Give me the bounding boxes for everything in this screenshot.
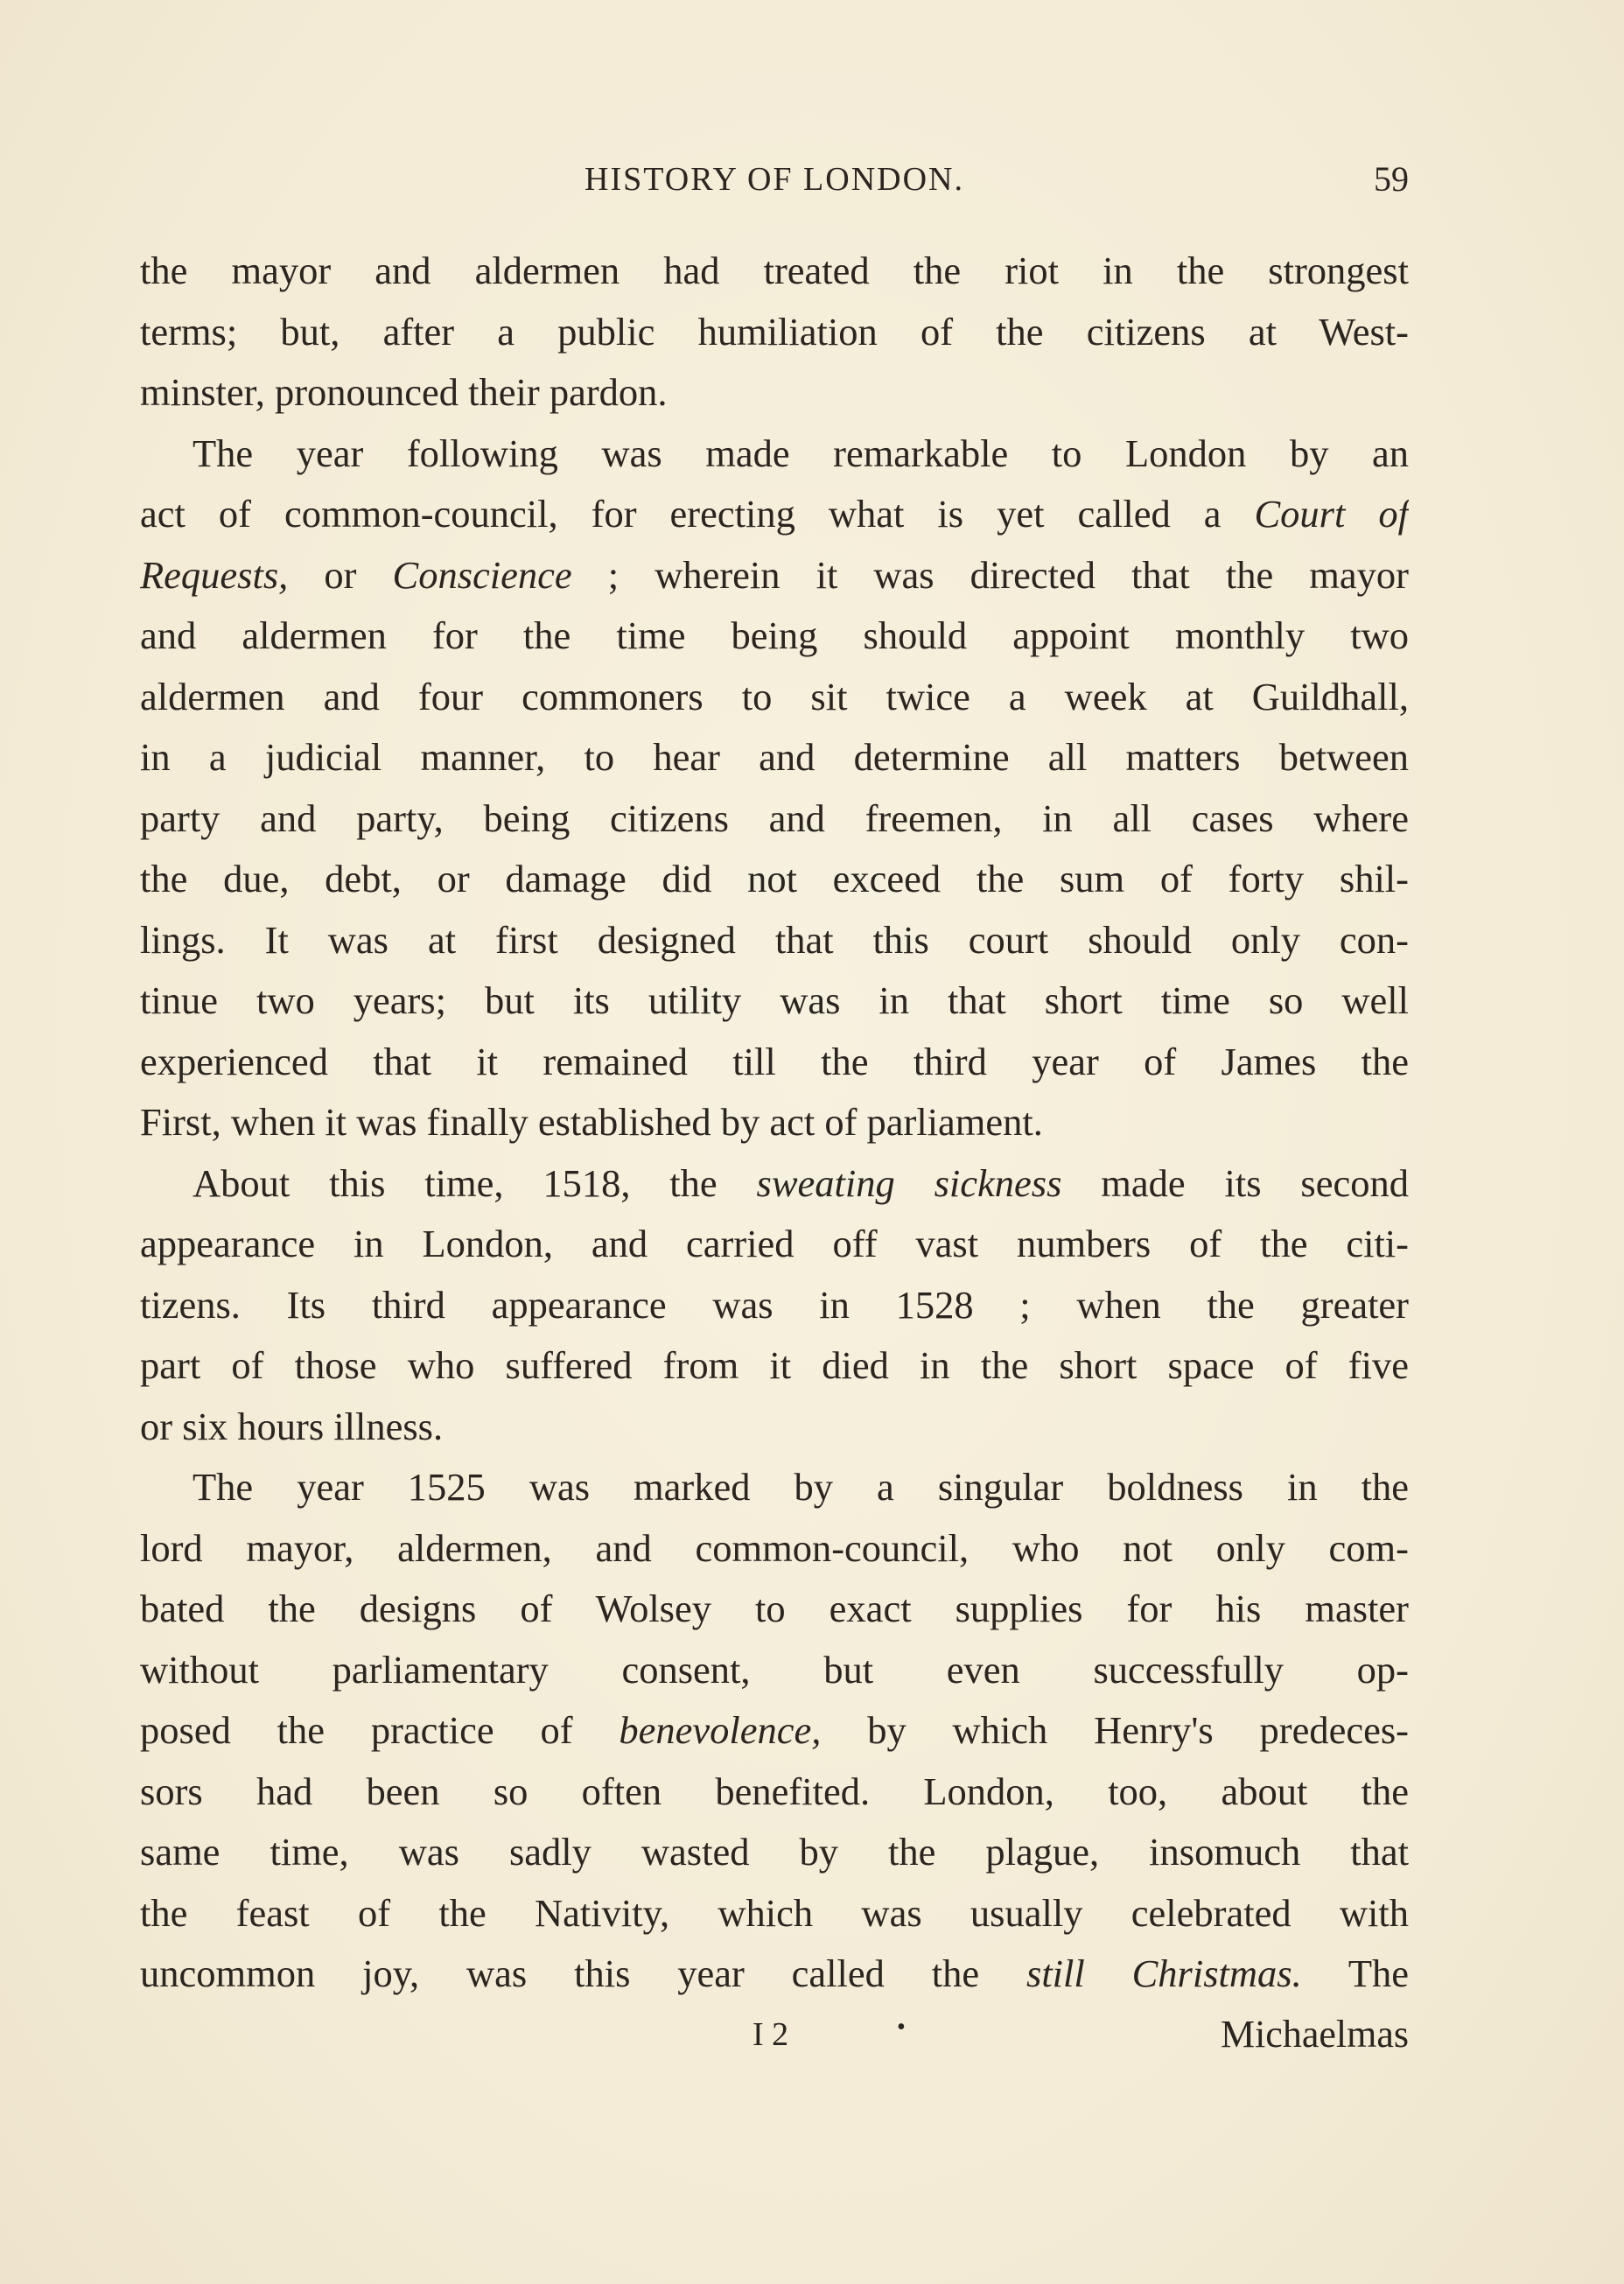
- text-segment: aldermen and four commoners to sit twice a week at Guildhall,: [140, 674, 1409, 718]
- italic-text: Court of: [1254, 492, 1409, 536]
- italic-text: benevolence,: [619, 1708, 822, 1752]
- text-line: [140, 1822, 1409, 1883]
- text-segment: tizens. Its third appearance was in 1528 ; when the greater: [140, 1282, 1409, 1327]
- text-segment: About this time, 1518, the: [192, 1160, 757, 1205]
- text-line: [140, 1214, 1409, 1275]
- text-line: [140, 1883, 1409, 1944]
- text-segment: bated the designs of Wolsey to exact supplies for his master: [140, 1587, 1409, 1630]
- page-number: 59: [1374, 159, 1409, 199]
- text-segment: The year following was made remarkable to London by an: [192, 431, 1409, 475]
- text-line: [140, 1092, 1409, 1153]
- text-line: [140, 970, 1409, 1032]
- text-segment: lord mayor, aldermen, and common-council, who not only com-: [140, 1525, 1409, 1570]
- running-title: HISTORY OF LONDON.: [584, 161, 964, 198]
- text-segment: same time, was sadly wasted by the plague, insomuch that: [140, 1830, 1409, 1874]
- text-segment: or six hours illness.: [140, 1404, 444, 1448]
- text-line: [140, 849, 1409, 910]
- text-segment: party and party, being citizens and freemen, in all cases where: [140, 795, 1409, 840]
- text-line: [140, 910, 1409, 971]
- text-segment: First, when it was finally established by act of parliament.: [140, 1100, 1043, 1144]
- text-line: [140, 362, 1409, 424]
- text-line: [140, 1640, 1409, 1701]
- text-line: [140, 1579, 1409, 1640]
- text-segment: the feast of the Nativity, which was usually celebrated with: [140, 1890, 1409, 1935]
- text-segment: part of those who suffered from it died in the short space of five: [140, 1343, 1409, 1387]
- signature-mark: I 2: [752, 2016, 789, 2053]
- text-segment: tinue two years; but its utility was in that short time so well: [140, 978, 1409, 1022]
- text-segment: made its second: [1061, 1160, 1409, 1205]
- text-line: [140, 1944, 1409, 2005]
- text-segment: and aldermen for the time being should appoint monthly two: [140, 613, 1409, 657]
- text-segment: the mayor and aldermen had treated the riot in the strongest: [140, 249, 1409, 292]
- text-line: [140, 667, 1409, 728]
- text-segment: minster, pronounced their pardon.: [140, 370, 668, 414]
- text-segment: sors had been so often benefited. London, too, about the: [140, 1769, 1409, 1813]
- bullet-mark: •: [897, 2014, 906, 2041]
- running-head: [140, 158, 1409, 201]
- text-line: [140, 484, 1409, 545]
- text-segment: without parliamentary consent, but even successfully op-: [140, 1647, 1409, 1692]
- text-line: [140, 302, 1409, 363]
- text-segment: or: [288, 552, 393, 597]
- text-line: [140, 1032, 1409, 1093]
- text-segment: The year 1525 was marked by a singular boldness in the: [192, 1465, 1409, 1509]
- text-line: [140, 1700, 1409, 1762]
- text-line: [140, 1335, 1409, 1397]
- text-segment: The: [1301, 1951, 1409, 1995]
- catchword: Michaelmas: [1220, 2013, 1409, 2056]
- text-line: [140, 1153, 1409, 1215]
- text-line: [140, 1457, 1409, 1518]
- text-line: [140, 1762, 1409, 1823]
- text-segment: ; wherein it was directed that the mayor: [571, 552, 1409, 597]
- text-line: [140, 727, 1409, 788]
- text-segment: the due, debt, or damage did not exceed the sum of forty shil-: [140, 857, 1409, 900]
- text-segment: terms; but, after a public humiliation of the citizens at West-: [140, 309, 1409, 354]
- text-line: [140, 1275, 1409, 1336]
- text-segment: by which Henry's predeces-: [821, 1708, 1409, 1752]
- text-segment: uncommon joy, was this year called the: [140, 1951, 1026, 1995]
- text-segment: lings. It was at first designed that this court should only con-: [140, 917, 1409, 962]
- text-line: [140, 241, 1409, 302]
- italic-text: sweating sickness: [756, 1160, 1062, 1205]
- text-line: [140, 545, 1409, 606]
- text-line: [140, 424, 1409, 485]
- text-segment: act of common-council, for erecting what is yet called a: [140, 492, 1255, 536]
- text-segment: in a judicial manner, to hear and determine all matters between: [140, 735, 1409, 779]
- page-footer: [140, 2008, 1409, 2061]
- italic-text: Conscience: [392, 552, 572, 597]
- text-segment: posed the practice of: [140, 1708, 620, 1752]
- text-segment: appearance in London, and carried off vast numbers of the citi-: [140, 1222, 1409, 1265]
- text-line: [140, 1518, 1409, 1580]
- text-line: [140, 788, 1409, 850]
- text-segment: experienced that it remained till the third year of James the: [140, 1039, 1409, 1083]
- text-line: [140, 606, 1409, 667]
- text-line: [140, 1397, 1409, 1458]
- body-text: [140, 241, 1409, 2005]
- italic-text: Requests,: [140, 552, 289, 597]
- italic-text: still Christmas.: [1026, 1951, 1302, 1995]
